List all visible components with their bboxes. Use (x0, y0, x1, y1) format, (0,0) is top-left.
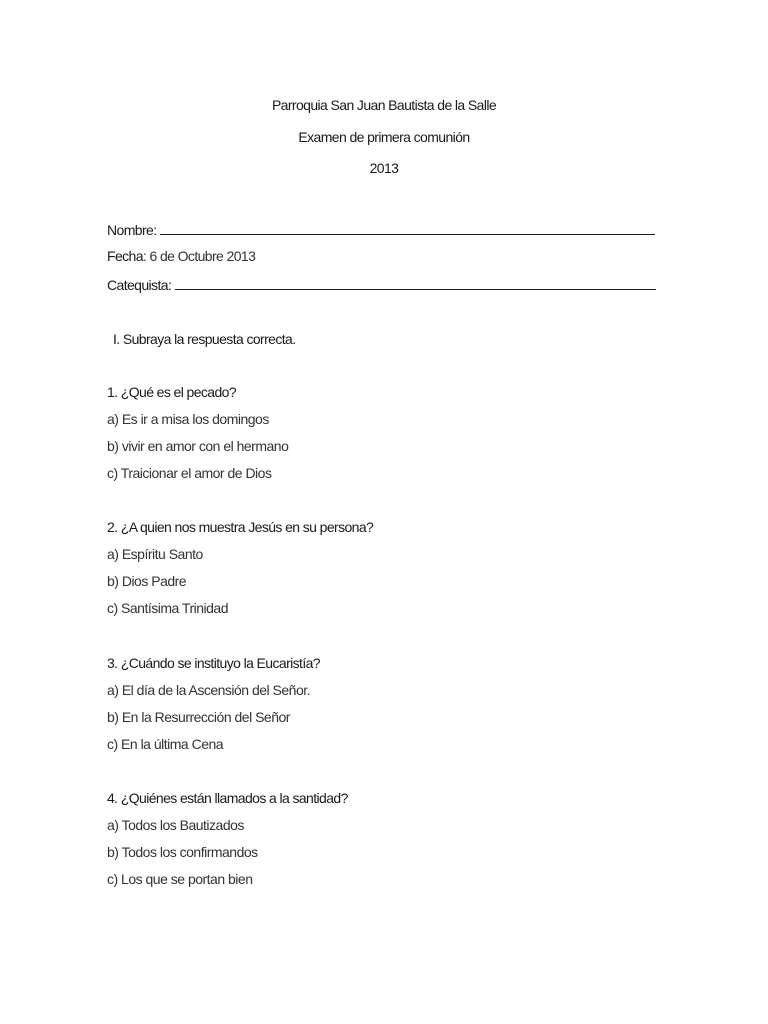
answer-option-c[interactable]: c) Santísima Trinidad (107, 600, 228, 616)
answer-option-b[interactable]: b) Todos los confirmandos (107, 844, 258, 860)
answer-option-b[interactable]: b) Dios Padre (107, 573, 187, 589)
catequista-label: Catequista (107, 277, 168, 293)
question-1 (107, 383, 288, 491)
catequista-field: Catequista: (107, 277, 656, 293)
answer-option-c[interactable]: c) En la última Cena (107, 736, 224, 752)
nombre-label: Nombre (107, 222, 154, 238)
question-title: 4. ¿Quiénes están llamados a la santidad? (107, 790, 348, 806)
nombre-blank-line[interactable] (160, 222, 655, 235)
question-title: 3. ¿Cuándo se instituyo la Eucaristía? (107, 655, 320, 671)
parish-name: Parroquia San Juan Bautista de la Salle (271, 97, 497, 113)
answer-option-c[interactable]: c) Traicionar el amor de Dios (107, 465, 272, 481)
answer-option-a[interactable]: a) Todos los Bautizados (107, 817, 244, 833)
question-3 (107, 654, 320, 762)
fecha-label: Fecha (107, 248, 143, 264)
instruction-heading: I. Subraya la respuesta correcta. (113, 331, 296, 347)
answer-option-a[interactable]: a) Espíritu Santo (107, 546, 203, 562)
exam-year: 2013 (369, 160, 399, 176)
exam-title: Examen de primera comunión (298, 129, 470, 145)
question-title: 2. ¿A quien nos muestra Jesús en su persona? (107, 519, 374, 535)
answer-option-a[interactable]: a) Es ir a misa los domingos (107, 411, 269, 427)
catequista-blank-line[interactable] (175, 277, 656, 290)
answer-option-c[interactable]: c) Los que se portan bien (107, 871, 253, 887)
question-4 (107, 789, 348, 897)
answer-option-b[interactable]: b) vivir en amor con el hermano (107, 438, 289, 454)
question-2 (107, 518, 373, 626)
answer-option-b[interactable]: b) En la Resurrección del Señor (107, 709, 290, 725)
fecha-value: : 6 de Octubre 2013 (142, 248, 256, 264)
answer-option-a[interactable]: a) El día de la Ascensión del Señor. (107, 682, 311, 698)
question-title: 1. ¿Qué es el pecado? (107, 384, 237, 400)
fecha-field (107, 248, 255, 264)
nombre-field: Nombre: (107, 222, 655, 238)
